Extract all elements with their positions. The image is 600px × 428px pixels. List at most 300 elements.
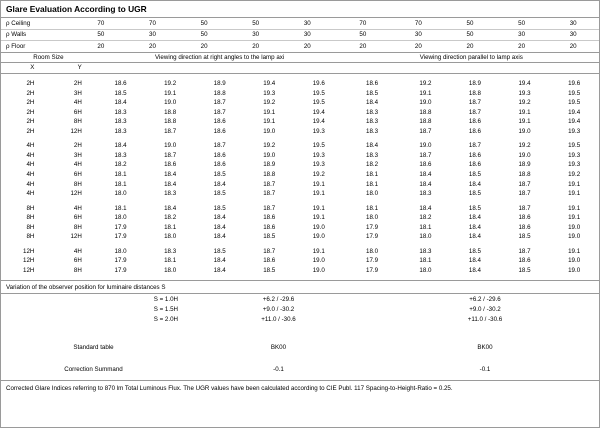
cell: 18.1 (366, 180, 379, 188)
cell: 18.0 (366, 190, 379, 198)
cell-y: 3H (73, 89, 82, 97)
cell: 18.1 (114, 180, 127, 188)
cell: 18.7 (419, 127, 432, 135)
cell: 18.3 (114, 118, 127, 126)
cell: 18.0 (366, 214, 379, 222)
cell: 18.6 (263, 257, 276, 265)
cell: 30 (393, 29, 445, 41)
cell: 20 (281, 41, 333, 53)
cell: 50 (444, 29, 496, 41)
cell: 18.2 (114, 161, 127, 169)
cell: 19.4 (568, 118, 581, 126)
cell-x: 4H (26, 170, 35, 178)
cell: 19.2 (164, 80, 177, 88)
cell: 19.5 (568, 142, 581, 150)
cell: 19.1 (263, 118, 276, 126)
cell: 50 (75, 29, 127, 41)
table-row (1, 203, 599, 213)
footnote: Corrected Glare Indices referring to 870 lm Total Luminous Flux. The UGR values have been calculated according to CIE Publ. 117 Spacing-to-Height-Ratio = 0.25. (1, 380, 599, 392)
cell: 18.3 (114, 127, 127, 135)
ugr-values-table (1, 53, 599, 280)
cell: 18.4 (468, 214, 481, 222)
cell: 50 (333, 29, 392, 41)
table-row (1, 179, 599, 189)
cell: 18.0 (114, 214, 127, 222)
cell: 18.8 (213, 89, 226, 97)
spacer (344, 63, 599, 74)
cell: 17.9 (114, 233, 127, 241)
cell-y: 8H (73, 180, 82, 188)
cell: 18.1 (164, 223, 177, 231)
table-row (1, 107, 599, 117)
cell: 20 (75, 41, 127, 53)
x-header: X (1, 63, 48, 74)
cell: 19.2 (312, 170, 325, 178)
table-row (1, 79, 599, 89)
table-row (1, 213, 599, 223)
cell: 18.5 (213, 247, 226, 255)
cell: 18.8 (419, 118, 432, 126)
cell: 18.7 (213, 99, 226, 107)
cell: 18.6 (468, 151, 481, 159)
table-row (1, 232, 599, 242)
cell: 18.5 (263, 266, 276, 274)
cell: 19.0 (312, 233, 325, 241)
left-block-header: Viewing direction at right angles to the lamp axi (96, 53, 344, 63)
cell: 18.7 (213, 108, 226, 116)
reflectance-table (1, 18, 599, 53)
cell: 18.4 (164, 204, 177, 212)
table-row (1, 88, 599, 98)
cell-x: 2H (26, 99, 35, 107)
cell-x: 8H (26, 223, 35, 231)
cell: 18.8 (518, 170, 531, 178)
cell: 19.0 (419, 99, 432, 107)
cell: 18.4 (164, 170, 177, 178)
cell: 18.4 (164, 180, 177, 188)
cell-y: 8H (73, 266, 82, 274)
table-row (1, 127, 599, 137)
cell: 18.4 (419, 180, 432, 188)
cell-x: 4H (26, 180, 35, 188)
y-header: Y (48, 63, 95, 74)
cell: 18.3 (419, 190, 432, 198)
cell: 18.7 (518, 190, 531, 198)
cell: 19.3 (568, 151, 581, 159)
cell-x: 4H (26, 151, 35, 159)
correction-right-value: -0.1 (479, 365, 491, 373)
cell: 17.9 (114, 266, 127, 274)
table-row (1, 256, 599, 266)
cell: 18.0 (164, 233, 177, 241)
cell: 20 (496, 41, 548, 53)
cell: 19.3 (312, 127, 325, 135)
axis-header-row (1, 63, 599, 74)
cell: 19.1 (568, 190, 581, 198)
cell: 18.9 (263, 161, 276, 169)
correction-summand-label: Correction Summand (64, 365, 123, 373)
cell: 18.2 (419, 214, 432, 222)
cell: 18.6 (518, 223, 531, 231)
cell-x: 4H (26, 142, 35, 150)
cell-x: 8H (26, 214, 35, 222)
cell: 19.1 (568, 180, 581, 188)
cell-y: 8H (73, 223, 82, 231)
cell: 18.4 (468, 233, 481, 241)
cell: 19.0 (568, 257, 581, 265)
cell: 18.1 (366, 170, 379, 178)
variation-table (1, 294, 599, 380)
cell: 18.4 (468, 180, 481, 188)
cell: 18.4 (213, 266, 226, 274)
cell: 19.5 (312, 99, 325, 107)
cell: 19.1 (518, 118, 531, 126)
cell: 70 (393, 18, 445, 29)
cell: 18.6 (468, 161, 481, 169)
cell: 18.0 (114, 190, 127, 198)
cell: 18.2 (366, 161, 379, 169)
cell: 18.4 (468, 266, 481, 274)
spacer (96, 63, 344, 74)
cell: 18.9 (518, 161, 531, 169)
room-size-header: Room Size (1, 53, 96, 63)
variation-left-value: +11.0 / -30.6 (261, 315, 296, 323)
cell: 19.1 (312, 190, 325, 198)
cell: 18.9 (468, 80, 481, 88)
cell: 18.4 (213, 233, 226, 241)
cell: 18.5 (518, 266, 531, 274)
cell-y: 6H (73, 108, 82, 116)
cell: 18.5 (213, 204, 226, 212)
cell: 18.2 (164, 214, 177, 222)
cell: 19.1 (568, 204, 581, 212)
cell: 19.3 (312, 161, 325, 169)
cell: 50 (444, 18, 496, 29)
page-title: Glare Evaluation According to UGR (1, 1, 599, 18)
cell: 19.4 (263, 80, 276, 88)
cell: 70 (75, 18, 127, 29)
cell: 19.3 (263, 89, 276, 97)
section-header-row (1, 53, 599, 63)
table-row (1, 117, 599, 127)
cell-x: 2H (26, 118, 35, 126)
cell-y: 6H (73, 214, 82, 222)
cell: 19.5 (568, 99, 581, 107)
cell: 19.6 (312, 80, 325, 88)
cell: 18.6 (419, 161, 432, 169)
cell: 18.0 (114, 247, 127, 255)
table-row (1, 304, 599, 314)
cell: 70 (333, 18, 392, 29)
cell-y: 4H (73, 99, 82, 107)
table-row (1, 314, 599, 324)
cell: 20 (230, 41, 282, 53)
cell: 18.6 (213, 161, 226, 169)
table-row (1, 151, 599, 161)
variation-left-value: +9.0 / -30.2 (262, 305, 295, 313)
cell: 18.7 (263, 247, 276, 255)
cell: 50 (230, 18, 282, 29)
cell: 18.4 (213, 180, 226, 188)
cell: 18.6 (213, 118, 226, 126)
cell: 18.6 (468, 127, 481, 135)
variation-right-value: +9.0 / -30.2 (469, 305, 501, 313)
cell: 18.3 (366, 127, 379, 135)
cell: 18.7 (164, 127, 177, 135)
cell: 19.1 (312, 180, 325, 188)
cell: 30 (281, 18, 333, 29)
variation-caption: Variation of the observer position for luminaire distances S (1, 280, 599, 294)
cell: 19.5 (312, 142, 325, 150)
table-row (1, 189, 599, 199)
cell-y: 6H (73, 257, 82, 265)
standard-right-value: BK00 (477, 343, 493, 351)
cell: 18.1 (419, 223, 432, 231)
cell: 19.1 (312, 204, 325, 212)
cell: 18.8 (164, 108, 177, 116)
cell: 18.4 (419, 204, 432, 212)
cell: 19.3 (568, 161, 581, 169)
cell-x: 12H (23, 266, 35, 274)
table-row (1, 29, 599, 41)
cell: 18.3 (164, 190, 177, 198)
cell: 18.1 (114, 204, 127, 212)
cell-x: 4H (26, 161, 35, 169)
table-row (1, 170, 599, 180)
cell: 18.5 (114, 89, 127, 97)
cell: 18.5 (468, 247, 481, 255)
variation-label: S = 2.0H (153, 315, 178, 323)
cell: 18.6 (468, 118, 481, 126)
cell: 19.3 (568, 127, 581, 135)
table-row (1, 247, 599, 257)
cell: 19.0 (263, 151, 276, 159)
cell: 18.7 (468, 142, 481, 150)
cell: 18.3 (164, 247, 177, 255)
cell: 18.7 (213, 142, 226, 150)
table-row (1, 294, 599, 304)
cell-y: 6H (73, 170, 82, 178)
cell: 19.0 (164, 142, 177, 150)
standard-left-value: BK00 (270, 343, 287, 351)
cell: 19.2 (568, 170, 581, 178)
cell-x: 2H (26, 80, 35, 88)
cell: 19.2 (419, 80, 432, 88)
rho-walls-label: ρ Walls (1, 29, 75, 41)
cell: 18.7 (518, 180, 531, 188)
cell: 18.7 (518, 204, 531, 212)
spacer-row (1, 324, 599, 336)
cell-y: 12H (70, 233, 82, 241)
cell: 19.1 (518, 108, 531, 116)
cell: 20 (333, 41, 392, 53)
cell: 19.0 (419, 142, 432, 150)
cell: 18.6 (263, 214, 276, 222)
cell-y: 3H (73, 151, 82, 159)
cell: 19.6 (568, 80, 581, 88)
cell: 18.6 (213, 127, 226, 135)
cell: 18.8 (468, 89, 481, 97)
cell-x: 12H (23, 247, 35, 255)
cell: 19.1 (164, 89, 177, 97)
cell: 30 (547, 29, 599, 41)
cell: 18.5 (468, 170, 481, 178)
cell: 18.6 (518, 214, 531, 222)
cell: 18.4 (213, 214, 226, 222)
variation-label: S = 1.0H (153, 295, 178, 303)
cell: 17.9 (366, 266, 379, 274)
table-row (1, 336, 599, 358)
cell: 18.4 (419, 170, 432, 178)
cell: 18.7 (468, 108, 481, 116)
cell: 18.0 (366, 247, 379, 255)
cell: 17.9 (114, 257, 127, 265)
cell: 18.7 (263, 204, 276, 212)
cell: 18.1 (114, 170, 127, 178)
cell: 17.9 (114, 223, 127, 231)
cell: 19.1 (568, 247, 581, 255)
cell: 19.4 (568, 108, 581, 116)
cell: 18.8 (263, 170, 276, 178)
cell-x: 4H (26, 190, 35, 198)
cell: 18.4 (114, 99, 127, 107)
cell: 19.2 (518, 142, 531, 150)
cell: 18.7 (518, 247, 531, 255)
cell: 17.9 (366, 223, 379, 231)
cell: 18.4 (213, 257, 226, 265)
cell: 18.0 (419, 233, 432, 241)
cell: 19.0 (518, 127, 531, 135)
cell-y: 12H (70, 190, 82, 198)
cell: 19.0 (568, 233, 581, 241)
cell: 18.6 (213, 151, 226, 159)
cell: 19.2 (263, 99, 276, 107)
cell-x: 2H (26, 108, 35, 116)
cell: 18.7 (419, 151, 432, 159)
rho-ceiling-label: ρ Ceiling (1, 18, 75, 29)
cell: 70 (127, 18, 179, 29)
cell: 20 (547, 41, 599, 53)
table-row (1, 98, 599, 108)
cell: 19.1 (419, 89, 432, 97)
cell: 18.6 (114, 80, 127, 88)
cell: 19.0 (312, 266, 325, 274)
cell-x: 2H (26, 127, 35, 135)
cell: 18.5 (263, 233, 276, 241)
cell-y: 4H (73, 247, 82, 255)
cell: 18.4 (366, 142, 379, 150)
cell: 18.5 (366, 89, 379, 97)
cell: 50 (178, 18, 230, 29)
cell: 18.3 (366, 118, 379, 126)
cell: 18.4 (213, 223, 226, 231)
cell: 17.9 (366, 257, 379, 265)
cell: 18.1 (419, 257, 432, 265)
cell: 30 (547, 18, 599, 29)
cell: 19.5 (312, 89, 325, 97)
table-row (1, 160, 599, 170)
cell: 18.3 (114, 151, 127, 159)
variation-right-value: +6.2 / -29.6 (469, 295, 501, 303)
cell: 50 (496, 18, 548, 29)
cell: 19.4 (518, 80, 531, 88)
cell: 19.1 (312, 247, 325, 255)
cell: 18.8 (419, 108, 432, 116)
standard-table-label: Standard table (73, 343, 114, 351)
cell: 30 (230, 29, 282, 41)
table-row (1, 358, 599, 380)
cell: 18.7 (263, 190, 276, 198)
cell: 18.6 (164, 161, 177, 169)
cell: 19.3 (518, 89, 531, 97)
cell: 19.0 (518, 151, 531, 159)
cell: 17.9 (366, 233, 379, 241)
cell-x: 8H (26, 233, 35, 241)
correction-left-value: -0.1 (273, 365, 284, 373)
table-row (1, 266, 599, 276)
cell: 19.0 (312, 257, 325, 265)
table-row (1, 141, 599, 151)
variation-right-value: +11.0 / -30.6 (467, 315, 503, 323)
cell: 18.5 (468, 190, 481, 198)
cell: 18.5 (213, 170, 226, 178)
cell: 19.4 (312, 118, 325, 126)
cell: 19.0 (312, 223, 325, 231)
cell-x: 8H (26, 204, 35, 212)
cell: 18.0 (419, 266, 432, 274)
cell: 19.4 (312, 108, 325, 116)
cell: 18.4 (468, 257, 481, 265)
right-block-header: Viewing direction parallel to lamp axis (344, 53, 599, 63)
cell: 18.8 (164, 118, 177, 126)
cell: 19.1 (568, 214, 581, 222)
cell: 18.3 (419, 247, 432, 255)
cell: 20 (178, 41, 230, 53)
cell-y: 8H (73, 118, 82, 126)
cell: 18.7 (468, 99, 481, 107)
cell: 19.1 (312, 214, 325, 222)
cell-y: 4H (73, 161, 82, 169)
variation-label: S = 1.5H (153, 305, 178, 313)
cell: 18.4 (114, 142, 127, 150)
cell: 18.7 (263, 180, 276, 188)
cell: 19.0 (263, 127, 276, 135)
cell: 18.3 (366, 151, 379, 159)
cell: 30 (127, 29, 179, 41)
cell: 19.3 (312, 151, 325, 159)
rho-floor-label: ρ Floor (1, 41, 75, 53)
cell: 18.6 (518, 257, 531, 265)
cell-y: 2H (73, 142, 82, 150)
cell: 50 (178, 29, 230, 41)
cell: 18.0 (164, 266, 177, 274)
table-row (1, 41, 599, 53)
cell: 18.7 (164, 151, 177, 159)
cell: 20 (393, 41, 445, 53)
variation-left-value: +6.2 / -29.6 (262, 295, 295, 303)
cell-y: 2H (73, 80, 82, 88)
cell: 19.2 (263, 142, 276, 150)
cell: 18.4 (468, 223, 481, 231)
cell: 18.5 (468, 204, 481, 212)
cell: 18.1 (366, 204, 379, 212)
cell: 18.4 (366, 99, 379, 107)
cell: 20 (127, 41, 179, 53)
cell: 18.3 (114, 108, 127, 116)
cell: 30 (496, 29, 548, 41)
cell-x: 12H (23, 257, 35, 265)
cell: 19.2 (518, 99, 531, 107)
